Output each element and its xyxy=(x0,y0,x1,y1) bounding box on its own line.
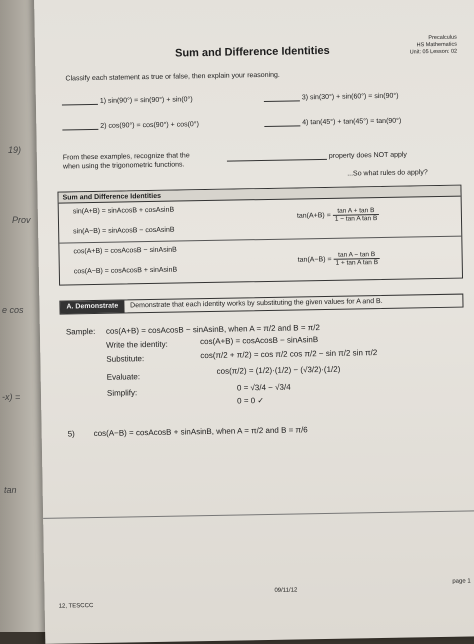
header-block xyxy=(409,35,457,57)
statement-4: 4) tan(45°) + tan(45°) = tan(90°) xyxy=(264,116,401,127)
simplify-label: Simplify: xyxy=(106,388,138,398)
answer-blank[interactable] xyxy=(62,96,98,106)
recognize-text: From these examples, recognize that the when using the trigonometric functions. xyxy=(62,152,190,171)
worksheet-page xyxy=(34,0,474,644)
answer-blank[interactable] xyxy=(264,117,300,127)
statement-2: 2) cos(90°) = cos(90°) + cos(0°) xyxy=(62,119,199,130)
tan-sum-identity: tan(A+B) = $\frac{\text{tan A + tan B}}{\text{1 − tan A tan B}}$ xyxy=(296,207,378,223)
write-value: cos(A+B) = cosAcosB − sinAsinB xyxy=(200,335,319,347)
evaluate-label: Evaluate: xyxy=(106,372,141,382)
cos-sum-identity: cos(A+B) = cosAcosB − sinAsinB xyxy=(73,246,177,256)
sample-label: Sample: xyxy=(65,326,96,337)
sin-diff-identity: sin(A−B) = sinAcosB − cosAsinB xyxy=(73,226,175,236)
demonstrate-text: Demonstrate that each identity works by substituting the given values for A and B. xyxy=(130,297,383,310)
left-page-text: tan xyxy=(4,485,17,495)
header-unit: Unit: 05 Lesson: 02 xyxy=(409,48,458,56)
row-divider xyxy=(59,236,461,244)
footer-page: page 1 xyxy=(452,578,471,585)
footer-date: 09/11/12 xyxy=(274,587,298,594)
answer-blank[interactable] xyxy=(62,121,98,131)
evaluate-value: cos(π/2) = (1/2)·(1/2) − (√3/2)·(1/2) xyxy=(216,364,341,376)
problem-5-text: cos(A−B) = cosAcosB + sinAsinB, when A = π/2 and B = π/6 xyxy=(93,425,308,439)
identities-box xyxy=(57,185,463,286)
left-page-text: -x) = xyxy=(2,392,21,402)
left-page-text: Prov xyxy=(12,215,31,225)
write-label: Write the identity: xyxy=(106,339,168,350)
page-title: Sum and Difference Identities xyxy=(174,44,330,60)
sample-statement: cos(A+B) = cosAcosB − sinAsinB, when A = π/2 and B = π/2 xyxy=(105,323,320,336)
header-school: HS Mathematics xyxy=(416,41,458,49)
demonstrate-bar xyxy=(59,294,463,315)
footer-copyright: 12, TESCCC xyxy=(58,603,94,610)
statement-3: 3) sin(30°) + sin(60°) = sin(90°) xyxy=(264,91,399,102)
simplify-value: 0 = √3/4 − √3/4 xyxy=(236,382,291,393)
tan-diff-identity: tan(A−B) = $\frac{\text{tan A − tan B}}{\text{1 + tan A tan B}}$ xyxy=(297,251,379,267)
statement-1: 1) sin(90°) = sin(90°) + sin(0°) xyxy=(62,94,193,105)
tan-sum-fraction: $\frac{\text{tan A + tan B}}{\text{1 − tan A tan B}}$ xyxy=(333,207,380,223)
property-blank[interactable] xyxy=(227,151,327,162)
demonstrate-tag: A. Demonstrate xyxy=(60,300,124,313)
instructions: Classify each statement as true or false, then explain your reasoning. xyxy=(65,71,280,83)
identities-box-title: Sum and Difference Identities xyxy=(58,186,460,204)
cos-diff-identity: cos(A−B) = cosAcosB + sinAsinB xyxy=(73,266,178,276)
sin-sum-identity: sin(A+B) = sinAcosB + cosAsinB xyxy=(72,206,175,216)
problem-5-number: 5) xyxy=(67,429,75,439)
substitute-label: Substitute: xyxy=(106,354,145,364)
sample-result: 0 = 0 ✓ xyxy=(237,396,265,406)
left-page-text: 19) xyxy=(8,145,22,155)
substitute-value: cos(π/2 + π/2) = cos π/2 cos π/2 − sin π/2 sin π/2 xyxy=(200,348,378,361)
left-page-text: e cos xyxy=(2,305,24,315)
answer-blank[interactable] xyxy=(264,92,300,102)
recognize-blank-row: property does NOT apply xyxy=(227,150,407,162)
rules-question: ...So what rules do apply? xyxy=(347,169,428,178)
header-course: Precalculus xyxy=(428,34,457,42)
tan-diff-fraction: $\frac{\text{tan A − tan B}}{\text{1 + tan A tan B}}$ xyxy=(333,251,380,267)
divider-line xyxy=(43,510,474,519)
